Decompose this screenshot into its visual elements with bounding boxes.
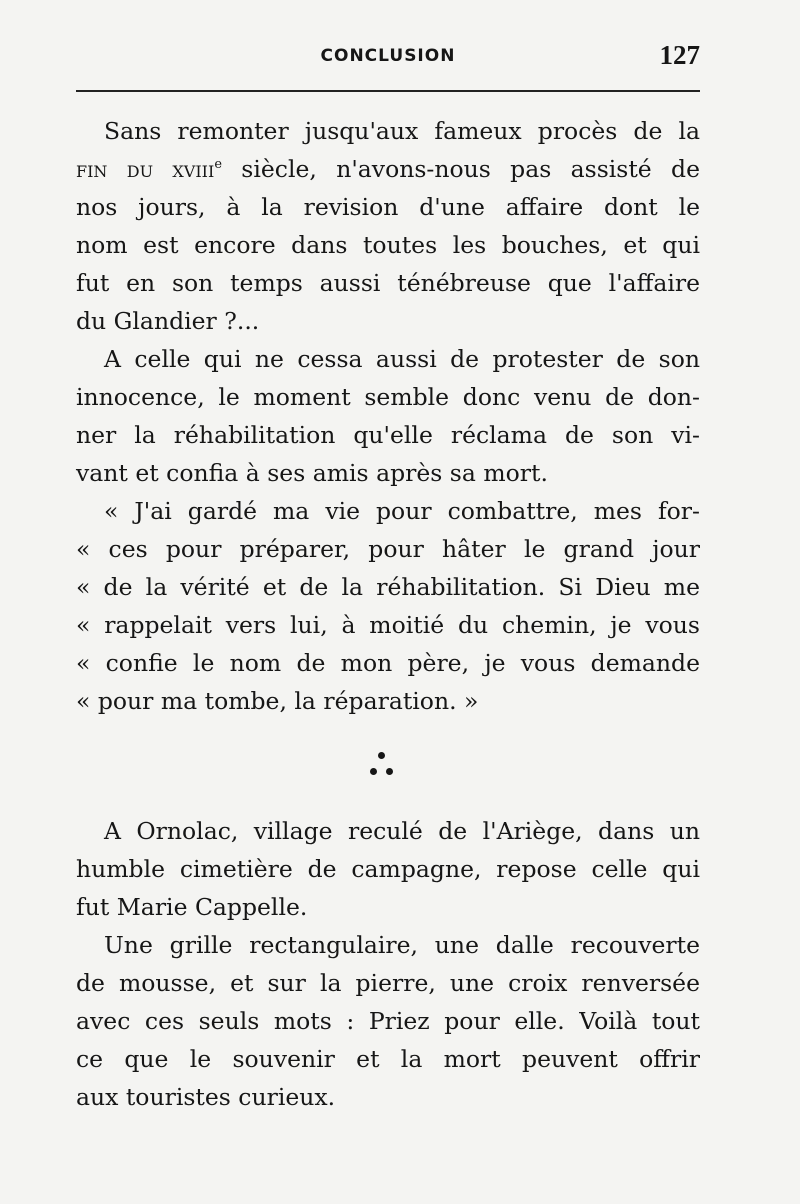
text-line: du Glandier ?... [76,307,260,335]
text-line: de mousse, et sur la pierre, une croix renversée [76,969,700,997]
text-line: avec ces seuls mots : Priez pour elle. Voilà tout [76,1007,700,1035]
text-line: Une grille rectangulaire, une dalle recouverte [104,931,700,959]
paragraph-3 [76,812,700,926]
text-line: humble cimetière de campagne, repose celle qui [76,855,700,883]
quote-line: « confie le nom de mon père, je vous demande [76,649,700,677]
text-line: nos jours, à la revision d'une affaire dont le [76,193,700,221]
quote-line: « ces pour préparer, pour hâter le grand jour [76,535,700,563]
page-number: 127 [659,40,700,70]
text-line: Sans remonter jusqu'aux fameux procès de la [104,117,700,145]
ornament-dot [370,768,377,775]
quote-line: « pour ma tombe, la réparation. » [76,687,479,715]
asterism-icon [360,742,404,782]
paragraph-4 [76,926,700,1116]
text-line: A celle qui ne cessa aussi de protester de son [104,345,700,373]
text-line: fut Marie Cappelle. [76,893,308,921]
chapter-title: CONCLUSION [320,46,456,66]
quote-line: « rappelait vers lui, à moitié du chemin, je vous [76,611,700,639]
paragraph-2 [76,340,700,492]
text-line: fut en son temps aussi ténébreuse que l'affaire [76,269,700,297]
text-fragment: fin du xviii [76,155,215,183]
text-line: A Ornolac, village reculé de l'Ariège, dans un [104,817,700,845]
paragraph-1 [76,112,700,340]
quote-line: « de la vérité et de la réhabilitation. Si Dieu me [76,573,700,601]
text-fragment: siècle, n'avons-nous pas assisté de [221,155,700,183]
text-line: innocence, le moment semble donc venu de don- [76,383,700,411]
superscript: e [214,157,222,173]
text-line: vant et confia à ses amis après sa mort. [76,459,548,487]
text-line: ner la réhabilitation qu'elle réclama de son vi- [76,421,700,449]
running-head [76,38,700,78]
quotation [76,492,700,720]
quote-line: « J'ai gardé ma vie pour combattre, mes for- [104,497,700,525]
text-line: ce que le souvenir et la mort peuvent offrir [76,1045,700,1073]
text-line: aux touristes curieux. [76,1083,336,1111]
text-line: nom est encore dans toutes les bouches, et qui [76,231,700,259]
header-rule [76,90,700,92]
ornament-dot [378,752,385,759]
ornament-dot [386,768,393,775]
text-line [76,150,700,188]
